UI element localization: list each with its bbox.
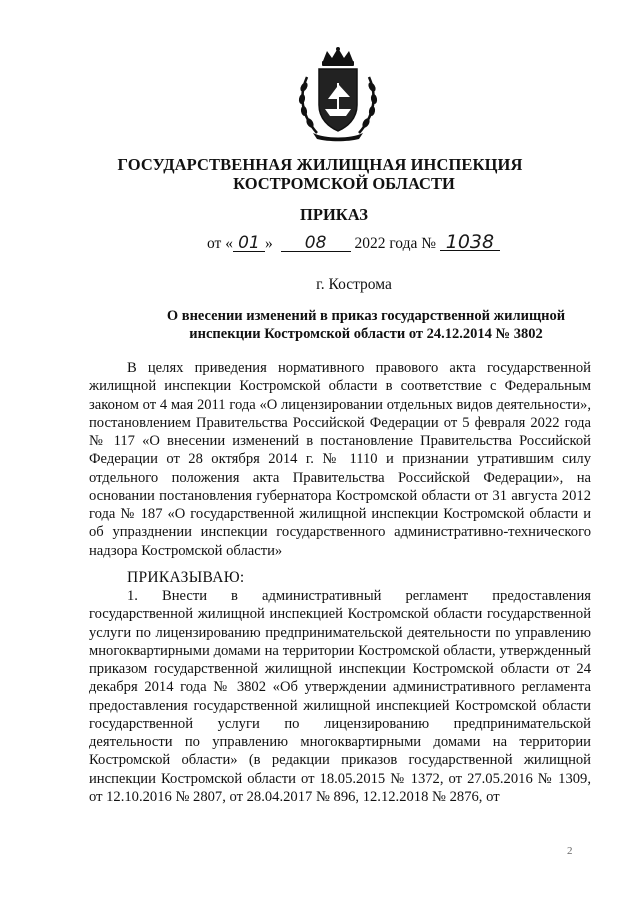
command-word: ПРИКАЗЫВАЮ: [127,569,245,586]
order-subject [146,307,586,343]
organization-name-line2: КОСТРОМСКОЙ ОБЛАСТИ [233,174,455,193]
order-subject-line2: инспекции Костромской области от 24.12.2014 № 3802 [189,326,543,342]
handwritten-day: 01 [233,235,265,252]
order-title: ПРИКАЗ [300,205,368,224]
city: г. Кострома [316,276,392,293]
margin-mark: 2 [567,845,573,857]
date-quote-close: » [264,235,273,252]
date-year-text: 2022 года № [354,235,437,252]
order-subject-line1: О внесении изменений в приказ государственной жилищной [166,308,566,324]
handwritten-month: 08 [281,235,351,252]
coat-of-arms-icon [295,47,381,142]
date-prefix: от « [207,235,233,252]
preamble-paragraph: В целях приведения нормативного правового акта государственной жилищной инспекции Костромской области в соответствие с Федеральным законом от 4 мая 2011 года «О лицензировании отдельных видов деятельности», постановлением Правительства Российской Федерации от 5 февраля 2022 года № 117 «О внесении изменений в постановление Правительства Российской Федерации от 28 октября 2014 г. № 1110 и признании утратившим силу отдельного положения акта Правительства Российской Федерации», на основании постановления губернатора Костромской области от 31 августа 2012 года № 187 «О государственной жилищной инспекции Костромской области и об упразднении инспекции государственного административно-технического надзора Костромской области» [89,360,591,559]
clause-1-paragraph: 1. Внести в административный регламент предоставления государственной жилищной инспекцией Костромской области государственной услуги по лицензированию предпринимательской деятельности по управлению многоквартирными домами на территории Костромской области, утвержденный приказом государственной жилищной инспекции Костромской области от 24 декабря 2014 года № 3802 «Об утверждении административного регламента предоставления государственной жилищной инспекцией Костромской области государственной услуги по лицензированию предпринимательской деятельности по управлению многоквартирными домами на территории Костромской области» (в редакции приказов государственной жилищной инспекции Костромской области от 18.05.2015 № 1372, от 27.05.2016 № 1309, от 12.10.2016 № 2807, от 28.04.2017 № 896, 12.12.2018 № 2876, от [89,588,591,805]
order-date-line [207,231,500,253]
organization-name-line1: ГОСУДАРСТВЕННАЯ ЖИЛИЩНАЯ ИНСПЕКЦИЯ [117,155,523,174]
handwritten-order-number: 1038 [440,234,500,251]
